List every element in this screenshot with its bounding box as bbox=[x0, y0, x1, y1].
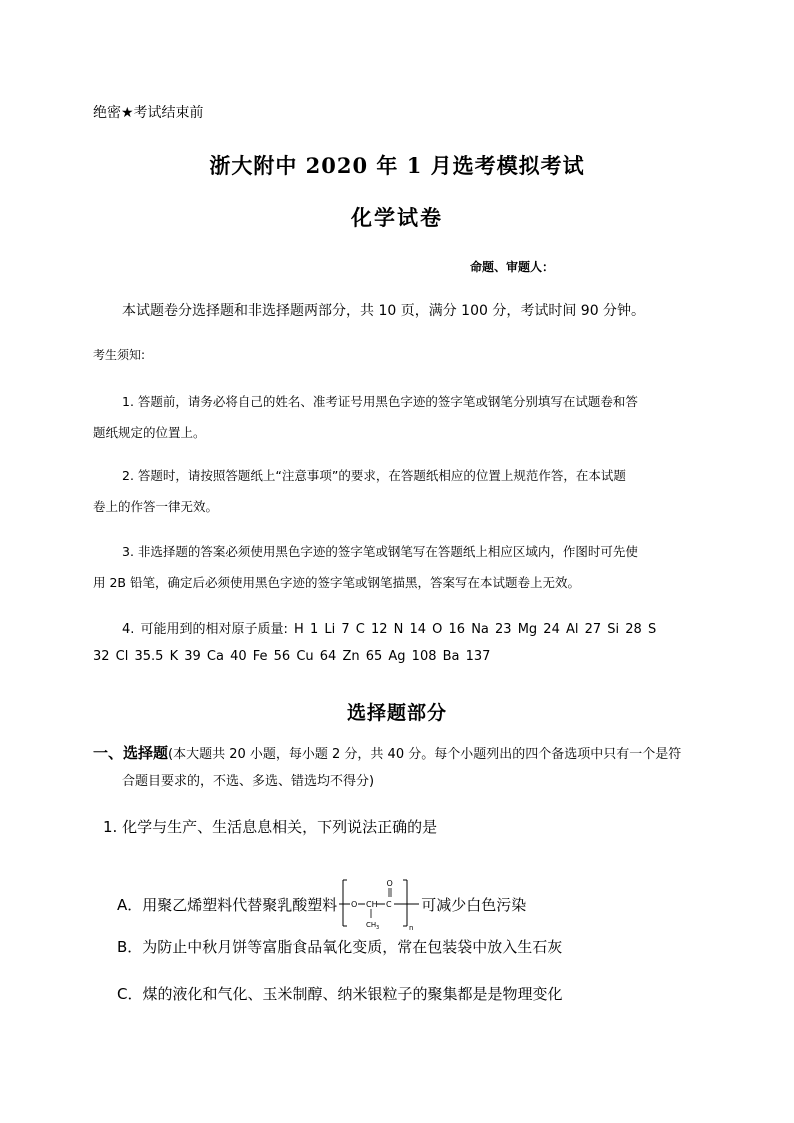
notice-heading: 考生须知: bbox=[93, 348, 146, 362]
section-title: 选择题部分 bbox=[346, 702, 447, 724]
authors-label: 命题、审题人： bbox=[470, 260, 555, 274]
option-c: C．煤的液化和气化、玉米制醇、纳米银粒子的聚集都是是物理变化 bbox=[117, 985, 563, 1003]
option-a bbox=[117, 876, 526, 932]
part-label: 一、选择题 bbox=[93, 744, 169, 762]
formula-carbonyl-o: O bbox=[386, 879, 394, 888]
question-1-stem: 1. 化学与生产、生活息息相关，下列说法正确的是 bbox=[103, 818, 438, 836]
notice-item-1-line-1: 1. 答题前，请务必将自己的姓名、准考证号用黑色字迹的签字笔或钢笔分别填写在试题卷和答 bbox=[122, 394, 638, 409]
confidential-label: 绝密★考试结束前 bbox=[93, 105, 204, 121]
notice-item-3-line-1: 3. 非选择题的答案必须使用黑色字迹的签字笔或钢笔写在答题纸上相应区域内，作图时可先使 bbox=[122, 544, 638, 559]
part-description-line-2: 合题目要求的，不选、多选、错选均不得分) bbox=[122, 774, 375, 789]
intro-text: 本试题卷分选择题和非选择题两部分，共 10 页，满分 100 分，考试时间 90 分钟。 bbox=[122, 303, 646, 319]
notice-item-2-line-2: 卷上的作答一律无效。 bbox=[93, 499, 219, 514]
formula-repeat-n: n bbox=[409, 924, 414, 932]
polylactic-acid-formula bbox=[339, 876, 419, 932]
notice-item-4-line-1: 4. 可能用到的相对原子质量: H 1 Li 7 C 12 N 14 O 16 Na 23 Mg 24 Al 27 Si 28 S bbox=[122, 622, 657, 637]
option-a-prefix: A．用聚乙烯塑料代替聚乳酸塑料 bbox=[117, 895, 338, 914]
notice-item-3-line-2: 用 2B 铅笔，确定后必须使用黑色字迹的签字笔或钢笔描黑，答案写在本试题卷上无效。 bbox=[93, 575, 580, 590]
formula-methyl: CH bbox=[366, 921, 377, 929]
notice-item-1-line-2: 题纸规定的位置上。 bbox=[93, 425, 206, 440]
part-description-line-1: (本大题共 20 小题，每小题 2 分，共 40 分。每个小题列出的四个备选项中只有一个是符 bbox=[168, 747, 682, 762]
notice-item-2-line-1: 2. 答题时，请按照答题纸上“注意事项”的要求，在答题纸相应的位置上规范作答，在本试题 bbox=[122, 468, 626, 483]
formula-c: C bbox=[386, 900, 392, 909]
option-a-suffix: 可减少白色污染 bbox=[421, 895, 527, 914]
formula-ether-o: O bbox=[351, 900, 358, 909]
notice-item-4-line-2: 32 Cl 35.5 K 39 Ca 40 Fe 56 Cu 64 Zn 65 Ag 108 Ba 137 bbox=[93, 649, 491, 664]
exam-title: 浙大附中 2020 年 1 月选考模拟考试 bbox=[209, 153, 585, 178]
formula-methyl-subscript: 3 bbox=[376, 925, 380, 931]
option-b: B．为防止中秋月饼等富脂食品氧化变质，常在包装袋中放入生石灰 bbox=[117, 938, 563, 956]
exam-subtitle: 化学试卷 bbox=[351, 205, 443, 230]
part-heading bbox=[93, 742, 681, 763]
formula-ch: CH bbox=[366, 900, 378, 909]
